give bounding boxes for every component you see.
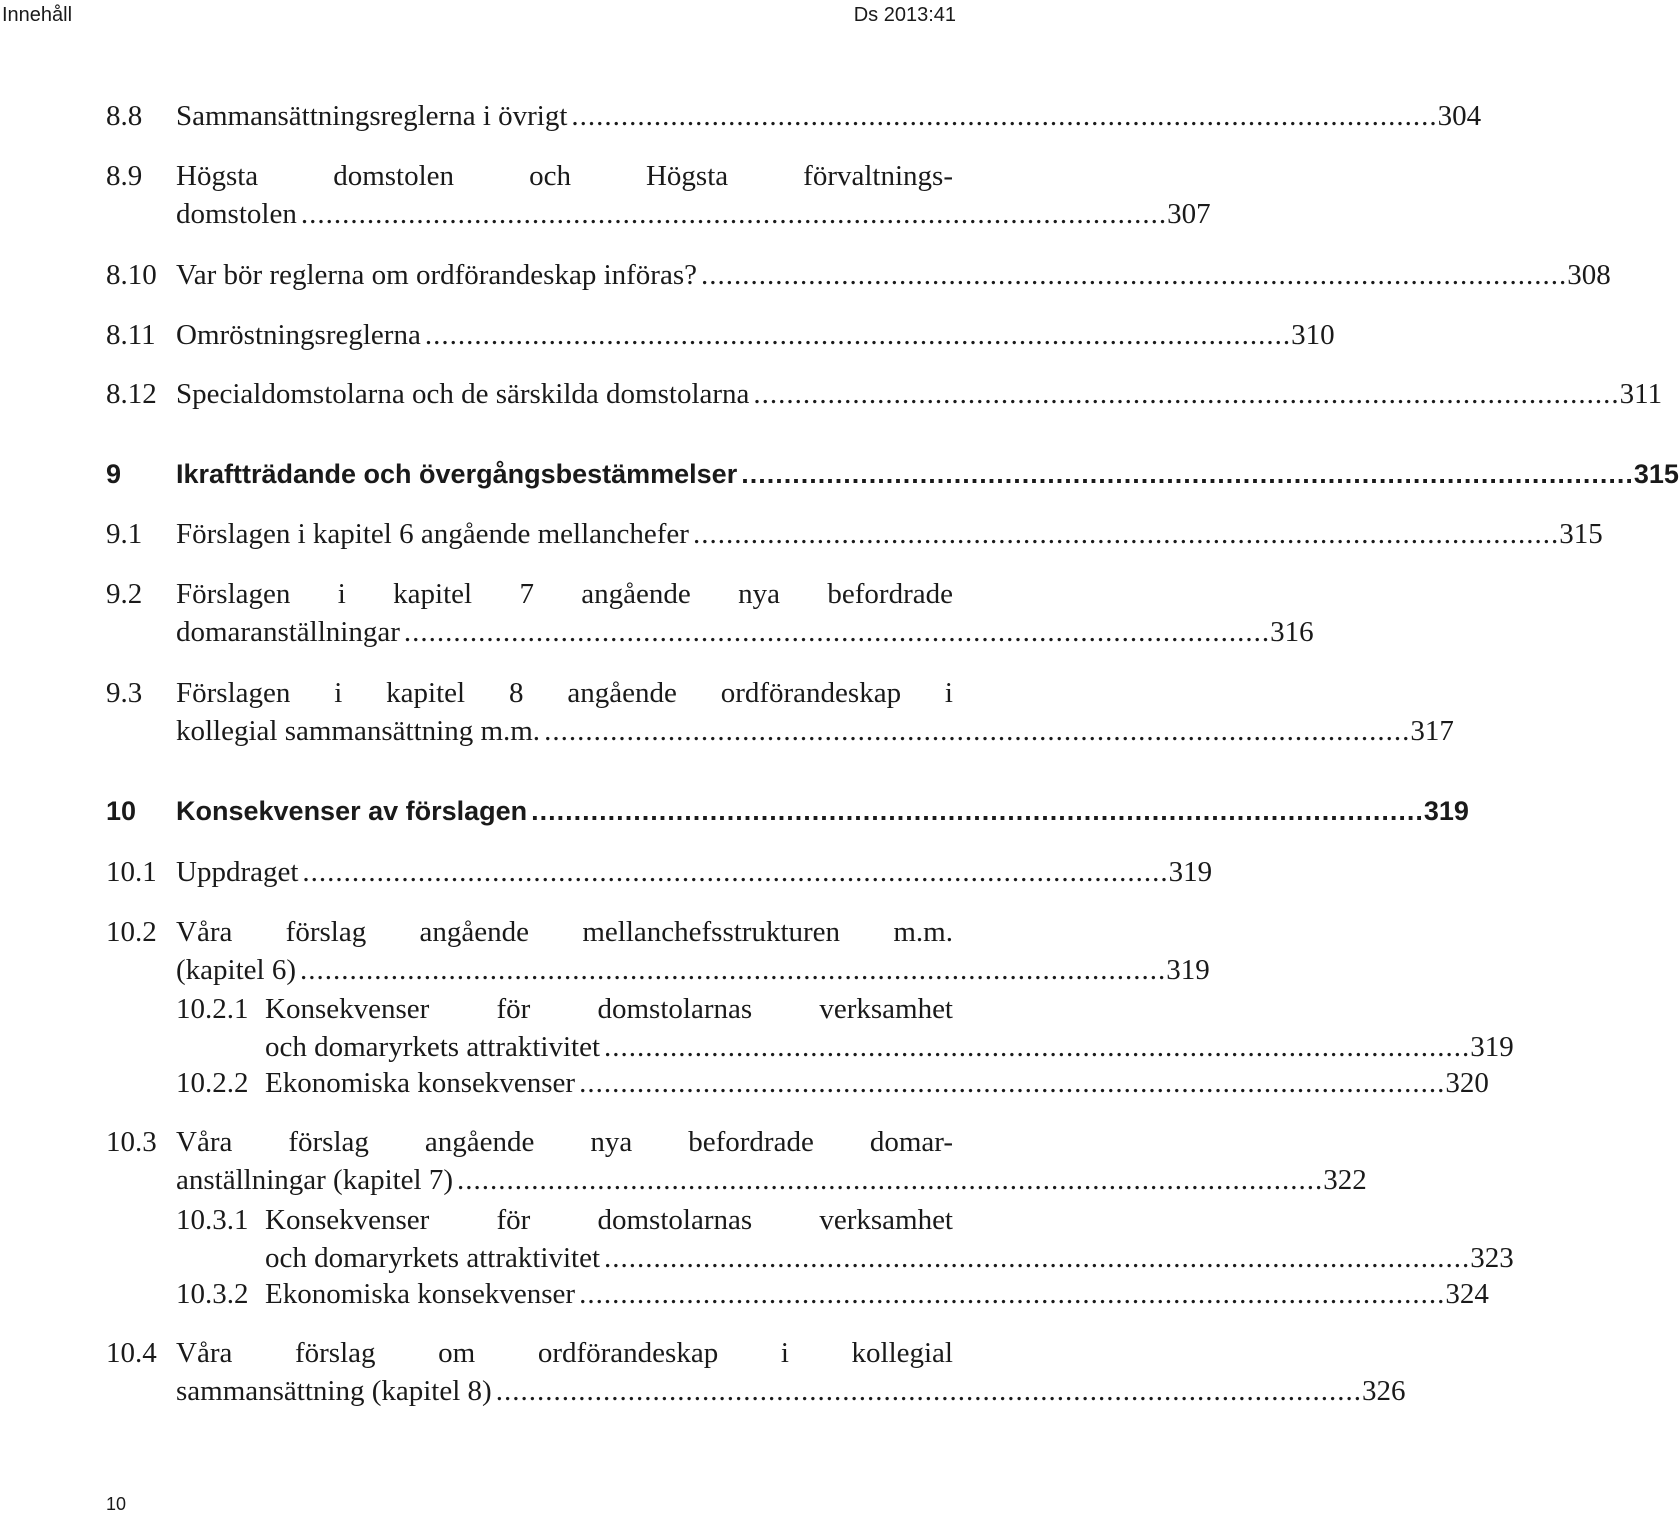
toc-entry-title-cont: och domaryrkets attraktivitet bbox=[265, 1242, 601, 1274]
toc-entry-number: 8.12 bbox=[106, 378, 157, 410]
toc-entry-page: 315 bbox=[1559, 518, 1603, 550]
dot-leader: ......................................................................................................... bbox=[741, 459, 1634, 489]
toc-entry-title: Högsta domstolen och Högsta förvaltnings- bbox=[176, 160, 953, 192]
toc-entry-title: Konsekvenser för domstolarnas verksamhet bbox=[265, 993, 953, 1025]
dot-leader: ......................................................................................................... bbox=[692, 518, 1560, 550]
dot-leader: ......................................................................................................... bbox=[302, 856, 1169, 888]
toc-entry-page: 307 bbox=[1167, 198, 1211, 230]
toc-entry-title: Omröstningsreglerna bbox=[176, 319, 421, 351]
dot-leader: ......................................................................................................... bbox=[495, 1375, 1362, 1407]
dot-leader: ......................................................................................................... bbox=[299, 954, 1167, 986]
toc-chapter-title: Ikraftträdande och övergångsbestämmelser bbox=[176, 459, 738, 489]
dot-leader: ......................................................................................................... bbox=[571, 100, 1438, 132]
running-header bbox=[0, 0, 960, 36]
toc-entry-number: 10.3 bbox=[106, 1126, 157, 1158]
toc-entry-title: Uppdraget bbox=[176, 856, 299, 888]
toc-entry-page: 304 bbox=[1437, 100, 1482, 132]
toc-entry-title: Var bör reglerna om ordförandeskap införas? bbox=[176, 259, 697, 291]
toc-entry-title-cont: sammansättning (kapitel 8) bbox=[176, 1375, 492, 1407]
toc-entry-number: 10.2 bbox=[106, 916, 157, 948]
toc-entry-number: 10.4 bbox=[106, 1337, 157, 1369]
dot-leader: ......................................................................................................... bbox=[300, 198, 1168, 230]
toc-entry-title-cont: domstolen bbox=[176, 198, 297, 230]
dot-leader: ......................................................................................................... bbox=[700, 259, 1568, 291]
toc-entry-number: 10.2.1 bbox=[176, 993, 249, 1025]
toc-chapter-number: 10 bbox=[106, 796, 137, 826]
dot-leader: ......................................................................................................... bbox=[579, 1067, 1446, 1099]
toc-entry-page: 311 bbox=[1619, 378, 1663, 410]
toc-entry-title: Våra förslag angående nya befordrade domar- bbox=[176, 1126, 953, 1158]
toc-entry-number: 8.9 bbox=[106, 160, 143, 192]
dot-leader: ......................................................................................................... bbox=[753, 378, 1620, 410]
toc-entry-page: 316 bbox=[1270, 616, 1314, 648]
toc-entry-page: 308 bbox=[1567, 259, 1611, 291]
toc-entry-page: 326 bbox=[1361, 1375, 1406, 1407]
toc-entry-page: 322 bbox=[1323, 1164, 1367, 1196]
toc-entry-title-cont: kollegial sammansättning m.m. bbox=[176, 715, 541, 747]
toc-entry-title: Våra förslag om ordförandeskap i kollegial bbox=[176, 1337, 953, 1369]
toc-entry-title: Specialdomstolarna och de särskilda domstolarna bbox=[176, 378, 750, 410]
dot-leader: ......................................................................................................... bbox=[457, 1164, 1324, 1196]
toc-entry-number: 9.1 bbox=[106, 518, 143, 550]
toc-entry-title-cont: (kapitel 6) bbox=[176, 954, 296, 986]
toc-entry-number: 10.1 bbox=[106, 856, 157, 888]
dot-leader: ......................................................................................................... bbox=[544, 715, 1411, 747]
toc-entry-number: 9.3 bbox=[106, 677, 143, 709]
toc-entry-number: 10.2.2 bbox=[176, 1067, 249, 1099]
header-section-title: Innehåll bbox=[2, 4, 73, 26]
toc-entry-title-cont: anställningar (kapitel 7) bbox=[176, 1164, 454, 1196]
toc-entry-number: 8.10 bbox=[106, 259, 157, 291]
toc-entry-title: Sammansättningsreglerna i övrigt bbox=[176, 100, 568, 132]
toc-entry-page: 317 bbox=[1410, 715, 1454, 747]
dot-leader: ......................................................................................................... bbox=[424, 319, 1292, 351]
dot-leader: ......................................................................................................... bbox=[403, 616, 1271, 648]
toc-entry-number: 10.3.1 bbox=[176, 1204, 249, 1236]
toc-entry-title: Förslagen i kapitel 6 angående mellanchefer bbox=[176, 518, 689, 550]
toc-entry-page: 324 bbox=[1445, 1278, 1489, 1310]
toc-entry-page: 323 bbox=[1470, 1242, 1514, 1274]
toc-chapter-page: 319 bbox=[1423, 796, 1469, 826]
toc-entry-number: 8.11 bbox=[106, 319, 156, 351]
toc-entry-title: Förslagen i kapitel 8 angående ordförandeskap i bbox=[176, 677, 953, 709]
toc-entry-title-cont: domaranställningar bbox=[176, 616, 400, 648]
toc-entry-title: Ekonomiska konsekvenser bbox=[265, 1067, 576, 1099]
toc-entry-title: Ekonomiska konsekvenser bbox=[265, 1278, 576, 1310]
toc-chapter-page: 315 bbox=[1633, 459, 1679, 489]
toc-chapter-number: 9 bbox=[106, 459, 122, 489]
toc-entry-page: 319 bbox=[1166, 954, 1210, 986]
toc-chapter-title: Konsekvenser av förslagen bbox=[176, 796, 528, 826]
toc-entry-title-cont: och domaryrkets attraktivitet bbox=[265, 1031, 601, 1063]
dot-leader: ......................................................................................................... bbox=[531, 796, 1424, 826]
toc-entry-number: 9.2 bbox=[106, 578, 143, 610]
toc-entry-number: 10.3.2 bbox=[176, 1278, 249, 1310]
toc-entry-page: 319 bbox=[1470, 1031, 1514, 1063]
toc-entry-page: 320 bbox=[1445, 1067, 1489, 1099]
toc-entry-number: 8.8 bbox=[106, 100, 143, 132]
dot-leader: ......................................................................................................... bbox=[604, 1242, 1471, 1274]
header-document-id: Ds 2013:41 bbox=[853, 4, 956, 26]
page-number: 10 bbox=[106, 1494, 127, 1514]
toc-entry-title: Förslagen i kapitel 7 angående nya befordrade bbox=[176, 578, 953, 610]
dot-leader: ......................................................................................................... bbox=[604, 1031, 1471, 1063]
toc-entry-title: Våra förslag angående mellanchefsstrukturen m.m. bbox=[176, 916, 953, 948]
toc-entry-title: Konsekvenser för domstolarnas verksamhet bbox=[265, 1204, 953, 1236]
toc-entry-page: 319 bbox=[1168, 856, 1213, 888]
dot-leader: ......................................................................................................... bbox=[579, 1278, 1446, 1310]
toc-entry-page: 310 bbox=[1291, 319, 1335, 351]
